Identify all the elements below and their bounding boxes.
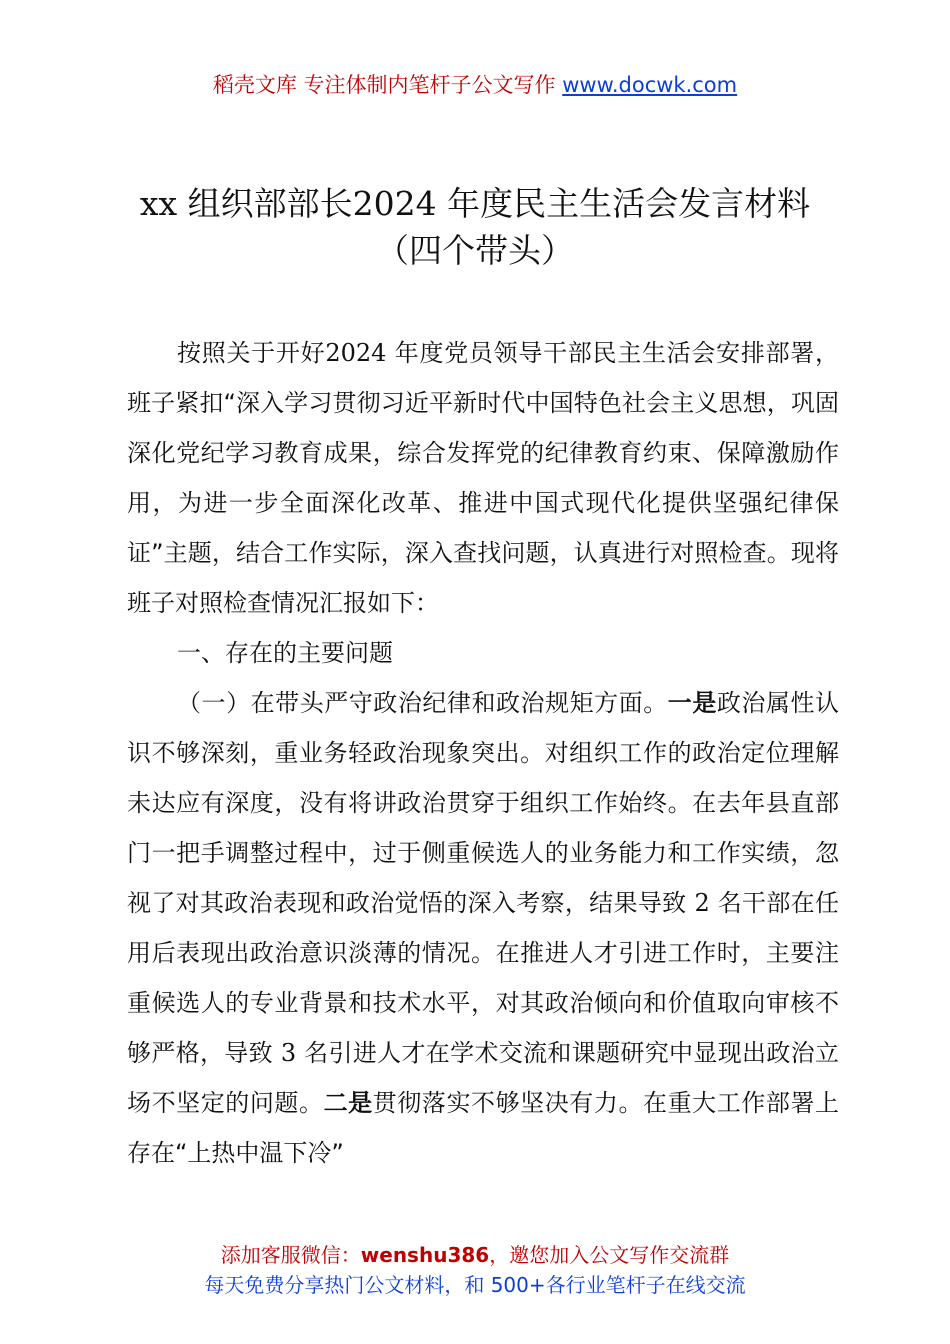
- intro-year: 2024: [325, 339, 387, 367]
- point-2-text: 贯彻落实不够坚决有力。在重大工作部署上存在“上热中温下冷”: [127, 1089, 840, 1167]
- point-1-text-a: 政治属性认识不够深刻，重业务轻政治现象突出。对组织工作的政治定位理解未达应有深度，没有将讲政治贯穿于组织工作始终。在去年县直部门一把手调整过程中，过于侧重候选人的业务能力和工作实绩，忽视了对其政治表现和政治觉悟的深入考察，结果导致: [127, 689, 840, 917]
- point-1-number-1: 2: [694, 889, 710, 917]
- title-line-2: （四个带头）: [376, 231, 574, 270]
- document-body: [127, 328, 839, 1178]
- footer-line-2: 每天免费分享热门公文材料，和 500+各行业笔杆子在线交流: [204, 1273, 746, 1297]
- subsection-heading: （一）在带头严守政治纪律和政治规矩方面。: [177, 689, 668, 717]
- title-line-1: [0, 180, 950, 227]
- footer-invite-text: ，邀您加入公文写作交流群: [489, 1243, 730, 1267]
- footer-wechat-id: wenshu386: [360, 1243, 490, 1267]
- title-prefix: xx: [139, 184, 178, 223]
- header-banner: [0, 70, 950, 100]
- point-1-label: 一是: [667, 689, 717, 717]
- point-1-text-b: 名干部在任用后表现出政治意识淡薄的情况。在推进人才引进工作时，主要注重候选人的专业背景和技术水平，对其政治倾向和价值取向审核不够严格，导致: [127, 889, 840, 1067]
- section-heading: 一、存在的主要问题: [177, 639, 393, 667]
- point-1-text-c: 名引进人才在学术交流和课题研究中显现出政治立场不坚定的问题。: [127, 1039, 840, 1117]
- intro-paragraph: [127, 328, 839, 628]
- intro-text-b: 年度党员领导干部民主生活会安排部署，班子紧扣“深入学习贯彻习近平新时代中国特色社会主义思想，巩固深化党纪学习教育成果，综合发挥党的纪律教育约束、保障激励作用，为进一步全面深化改革、推进中国式现代化提供坚强纪律保证”主题，结合工作实际，深入查找问题，认真进行对照检查。现将班子对照检查情况汇报如下：: [127, 339, 840, 617]
- footer-banner: [0, 1240, 950, 1300]
- point-1-number-2: 3: [280, 1039, 297, 1067]
- intro-text-a: 按照关于开好: [177, 339, 326, 367]
- header-brand-text: 稻壳文库 专注体制内笔杆子公文写作: [212, 73, 556, 97]
- title-main: 组织部部长: [187, 184, 353, 223]
- title-year: 2024: [352, 184, 437, 223]
- title-suffix: 年度民主生活会发言材料: [447, 184, 811, 223]
- footer-wechat-label: 添加客服微信：: [220, 1243, 361, 1267]
- point-2-label: 二是: [323, 1089, 373, 1117]
- document-title: [0, 180, 950, 274]
- footer-line-1: [0, 1240, 950, 1270]
- header-website-link[interactable]: www.docwk.com: [562, 73, 738, 97]
- subsection-paragraph: [127, 678, 839, 1178]
